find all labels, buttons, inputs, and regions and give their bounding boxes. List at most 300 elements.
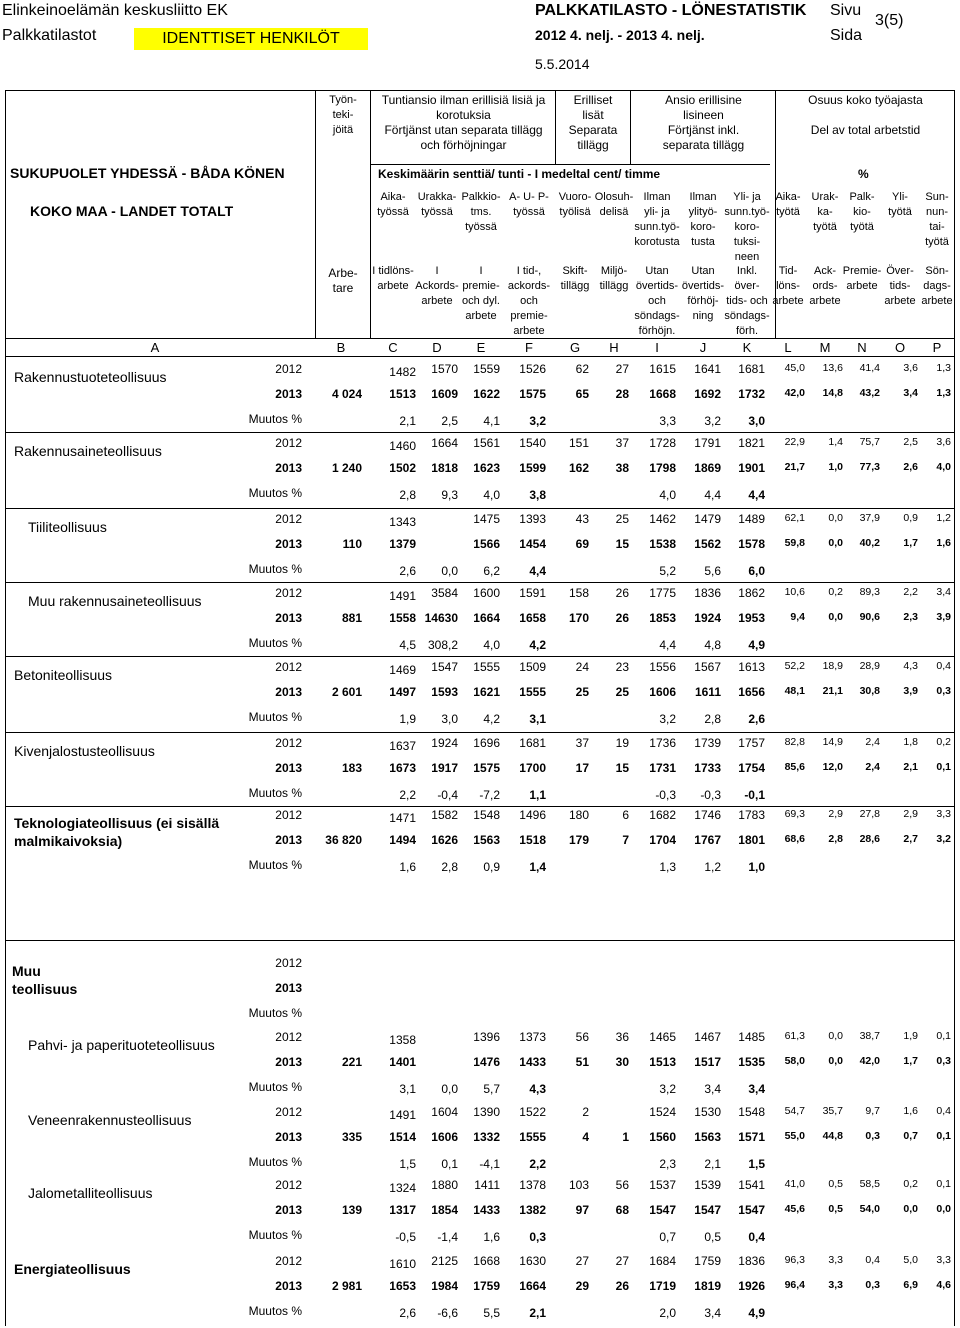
subcol-header-sv: Sön- dags- arbete (921, 265, 953, 307)
year-2012-label: 2012 (275, 808, 302, 822)
data-cell: 4,6 (936, 1279, 951, 1291)
industry-name: Veneenrakennusteollisuus (28, 1112, 192, 1128)
data-cell: 62,1 (784, 512, 805, 524)
data-cell: 1517 (694, 1055, 721, 1069)
subcol-header-fi: Yli- työtä (888, 191, 912, 218)
data-cell: 1622 (473, 387, 500, 401)
data-cell: 1,2 (936, 512, 951, 524)
data-cell: 1783 (738, 808, 765, 822)
data-cell: 13,6 (822, 362, 843, 374)
data-cell: 1,6 (903, 1105, 918, 1117)
change-cell: 4,0 (483, 488, 500, 502)
data-cell: 2,5 (903, 436, 918, 448)
data-cell: 1611 (694, 685, 721, 699)
data-cell: 44,8 (822, 1130, 843, 1142)
data-cell: 30 (615, 1055, 629, 1069)
data-cell: 1547 (738, 1203, 765, 1217)
section-rule (5, 656, 955, 657)
column-letter: K (742, 340, 752, 355)
change-cell: 1,9 (399, 712, 416, 726)
data-cell: 7 (622, 833, 629, 847)
data-cell: 59,8 (784, 537, 805, 549)
change-cell: 3,0 (441, 712, 458, 726)
data-cell: 1681 (519, 736, 546, 750)
data-cell: 1613 (738, 660, 765, 674)
change-cell: 0,5 (704, 1230, 721, 1244)
industry-name: Pahvi- ja paperituoteteollisuus (28, 1037, 215, 1053)
subcol-header-fi: Aika- työssä (377, 191, 409, 218)
year-2012-label: 2012 (275, 1030, 302, 1044)
data-cell: 1561 (473, 436, 500, 450)
data-cell: 1739 (694, 736, 721, 750)
column-letter: P (932, 340, 942, 355)
data-cell: 62 (575, 362, 589, 376)
data-cell: 1513 (389, 387, 416, 401)
industry-name: Rakennustuoteteollisuus (14, 369, 167, 385)
data-cell: 1656 (738, 685, 765, 699)
data-cell: 1759 (473, 1279, 500, 1293)
data-cell: 1664 (519, 1279, 546, 1293)
data-cell: 14630 (424, 611, 458, 625)
data-cell: 36 (615, 1030, 629, 1044)
change-cell: 2,6 (399, 564, 416, 578)
data-cell: 29 (575, 1279, 589, 1293)
gender-label: SUKUPUOLET YHDESSÄ - BÅDA KÖNEN (10, 165, 285, 181)
data-cell: 26 (615, 586, 629, 600)
change-cell: 3,1 (529, 712, 546, 726)
data-cell: 1502 (389, 461, 416, 475)
change-cell: 4,4 (748, 488, 765, 502)
data-cell: 0,0 (828, 1055, 843, 1067)
data-cell: 1469 (389, 663, 416, 677)
year-2013-label: 2013 (275, 1203, 302, 1217)
data-cell: 0,1 (936, 1178, 951, 1190)
data-cell: 24 (575, 660, 589, 674)
change-cell: 2,3 (659, 1157, 676, 1171)
data-cell: 1664 (473, 611, 500, 625)
data-cell: 3,2 (936, 833, 951, 845)
column-letter: H (609, 340, 619, 355)
change-cell: 2,2 (399, 788, 416, 802)
data-cell: 1901 (738, 461, 765, 475)
subcol-header-sv: Premie- arbete (842, 265, 882, 292)
change-cell: 6,2 (483, 564, 500, 578)
year-2013-label: 2013 (275, 1055, 302, 1069)
data-cell: 27 (575, 1254, 589, 1268)
subcol-header-sv: I Ackords- arbete (415, 265, 459, 307)
data-cell: 38,7 (859, 1030, 880, 1042)
data-cell: 1953 (738, 611, 765, 625)
data-cell: 54,7 (784, 1105, 805, 1117)
data-cell: 9,7 (865, 1105, 880, 1117)
data-cell: 1924 (431, 736, 458, 750)
change-cell: -4,1 (479, 1157, 500, 1171)
letters-separator (5, 356, 955, 357)
data-cell: 30,8 (859, 685, 880, 697)
data-cell: 3,3 (936, 1254, 951, 1266)
data-cell: 1548 (473, 808, 500, 822)
workers-count: 139 (341, 1203, 362, 1217)
data-cell: 25 (615, 512, 629, 526)
data-cell: 1454 (519, 537, 546, 551)
report-subtitle: Palkkatilastot (2, 27, 97, 44)
year-2012-label: 2012 (275, 1254, 302, 1268)
change-cell: 2,1 (399, 414, 416, 428)
subcol-header-fi: Sun- nun- tai- työtä (925, 191, 949, 248)
data-cell: 1324 (389, 1181, 416, 1195)
data-cell: 52,2 (784, 660, 805, 672)
data-cell: 1668 (473, 1254, 500, 1268)
workers-count: 1 240 (331, 461, 362, 475)
change-cell: 3,2 (529, 414, 546, 428)
data-cell: 1575 (473, 761, 500, 775)
data-cell: 158 (568, 586, 589, 600)
incl-header: Ansio erillisine lisineen Förtjänst inkl. separata tillägg (662, 93, 745, 152)
change-label: Muutos % (248, 1080, 302, 1094)
data-cell: 45,0 (784, 362, 805, 374)
change-cell: -0,5 (395, 1230, 416, 1244)
change-cell: 4,1 (483, 414, 500, 428)
change-cell: -7,2 (479, 788, 500, 802)
data-cell: 56 (615, 1178, 629, 1192)
data-cell: 1854 (431, 1203, 458, 1217)
column-letter: F (525, 340, 533, 355)
change-cell: 2,1 (529, 1306, 546, 1320)
col-divider (315, 90, 316, 338)
data-cell: 3,3 (828, 1279, 843, 1291)
change-cell: 1,5 (748, 1157, 765, 1171)
change-cell: 4,4 (659, 638, 676, 652)
change-cell: 5,6 (704, 564, 721, 578)
data-cell: 15 (615, 761, 629, 775)
industry-name: Betoniteollisuus (14, 667, 113, 683)
data-cell: 48,1 (784, 685, 805, 697)
subcol-header-fi: Ilman ylityö- koro- tusta (688, 191, 718, 248)
data-cell: 14,9 (822, 736, 843, 748)
data-cell: 1390 (473, 1105, 500, 1119)
data-cell: 2,6 (903, 461, 918, 473)
data-cell: 1433 (519, 1055, 546, 1069)
data-cell: 1,4 (828, 436, 843, 448)
year-2012-label: 2012 (275, 436, 302, 450)
data-cell: 42,0 (784, 387, 805, 399)
data-cell: 23 (615, 660, 629, 674)
column-letter: B (336, 340, 346, 355)
data-cell: 1869 (694, 461, 721, 475)
data-cell: 0,4 (936, 660, 951, 672)
data-cell: 3,9 (936, 611, 951, 623)
change-label: Muutos % (248, 1155, 302, 1169)
data-cell: 1559 (473, 362, 500, 376)
data-cell: 14,8 (822, 387, 843, 399)
change-cell: 1,0 (748, 860, 765, 874)
data-cell: 1491 (389, 1108, 416, 1122)
data-cell: 61,3 (784, 1030, 805, 1042)
data-cell: 1567 (694, 660, 721, 674)
data-cell: 1731 (649, 761, 676, 775)
data-cell: 0,1 (936, 1030, 951, 1042)
data-cell: 1526 (519, 362, 546, 376)
workers-count: 881 (341, 611, 362, 625)
data-cell: 162 (568, 461, 589, 475)
data-cell: 2,4 (865, 761, 880, 773)
data-cell: 1343 (389, 515, 416, 529)
change-cell: 0,4 (748, 1230, 765, 1244)
data-cell: 27 (615, 1254, 629, 1268)
data-cell: 1570 (431, 362, 458, 376)
year-2013-label: 2013 (275, 981, 302, 995)
change-cell: 3,2 (704, 414, 721, 428)
change-cell: 5,7 (483, 1082, 500, 1096)
data-cell: 1479 (694, 512, 721, 526)
change-cell: 0,0 (441, 1082, 458, 1096)
industry-name: Teknologiateollisuus (ei sisällä malmikaivoksia) (14, 815, 220, 849)
data-cell: 1,7 (903, 537, 918, 549)
data-cell: 1476 (473, 1055, 500, 1069)
data-cell: 151 (568, 436, 589, 450)
data-cell: 1485 (738, 1030, 765, 1044)
data-cell: 58,5 (859, 1178, 880, 1190)
change-cell: 2,5 (441, 414, 458, 428)
workers-count: 183 (341, 761, 362, 775)
section-rule (5, 940, 955, 941)
year-2013-label: 2013 (275, 1279, 302, 1293)
data-cell: 1467 (694, 1030, 721, 1044)
subcol-header-sv: Inkl. över- tids- och söndags- förh. (724, 265, 770, 337)
change-cell: 1,2 (704, 860, 721, 874)
change-cell: 0,0 (441, 564, 458, 578)
section-rule (5, 432, 955, 433)
subcol-header-sv: I tidlöns- arbete (372, 265, 414, 292)
data-cell: 35,7 (822, 1105, 843, 1117)
data-cell: 1880 (431, 1178, 458, 1192)
data-cell: 1,3 (936, 362, 951, 374)
data-cell: 1378 (519, 1178, 546, 1192)
data-cell: 1658 (519, 611, 546, 625)
change-label: Muutos % (248, 486, 302, 500)
data-cell: 2,9 (903, 808, 918, 820)
change-cell: 2,1 (704, 1157, 721, 1171)
column-letter: J (699, 340, 707, 355)
change-cell: 4,8 (704, 638, 721, 652)
data-cell: 1465 (649, 1030, 676, 1044)
data-cell: 0,1 (936, 1130, 951, 1142)
data-cell: 27,8 (859, 808, 880, 820)
data-cell: 26 (615, 1279, 629, 1293)
data-cell: 1924 (694, 611, 721, 625)
subcol-header-sv: Över- tids- arbete (884, 265, 916, 307)
data-cell: 27 (615, 362, 629, 376)
data-cell: 1692 (694, 387, 721, 401)
change-cell: 4,0 (659, 488, 676, 502)
data-cell: 37,9 (859, 512, 880, 524)
data-cell: 1563 (694, 1130, 721, 1144)
section-rule (5, 508, 955, 509)
change-label: Muutos % (248, 562, 302, 576)
data-cell: 1637 (389, 739, 416, 753)
subcol-header-sv: Skift- tillägg (560, 265, 590, 292)
change-cell: 0,7 (659, 1230, 676, 1244)
data-cell: 1819 (694, 1279, 721, 1293)
org-name: Elinkeinoelämän keskusliitto EK (2, 2, 228, 19)
year-2013-label: 2013 (275, 461, 302, 475)
data-cell: 4,3 (903, 660, 918, 672)
report-period: 2012 4. nelj. - 2013 4. nelj. (535, 27, 705, 43)
year-2013-label: 2013 (275, 1130, 302, 1144)
data-cell: 1653 (389, 1279, 416, 1293)
change-cell: 4,2 (483, 712, 500, 726)
data-cell: 37 (615, 436, 629, 450)
data-cell: 96,3 (784, 1254, 805, 1266)
data-cell: 1379 (389, 537, 416, 551)
data-cell: 1767 (694, 833, 721, 847)
workers-count: 2 981 (331, 1279, 362, 1293)
data-cell: 1736 (649, 736, 676, 750)
data-cell: 1317 (389, 1203, 416, 1217)
data-cell: 1514 (389, 1130, 416, 1144)
change-cell: 2,8 (441, 860, 458, 874)
data-cell: 40,2 (859, 537, 880, 549)
data-cell: 68,6 (784, 833, 805, 845)
data-cell: 25 (615, 685, 629, 699)
change-cell: 3,4 (748, 1082, 765, 1096)
data-cell: 1537 (649, 1178, 676, 1192)
change-cell: 3,4 (704, 1082, 721, 1096)
year-2013-label: 2013 (275, 537, 302, 551)
change-cell: 1,3 (659, 860, 676, 874)
avg-label-rule (370, 164, 770, 165)
data-cell: 1522 (519, 1105, 546, 1119)
data-cell: 21,7 (784, 461, 805, 473)
industry-name: Muu rakennusaineteollisuus (28, 593, 202, 609)
industry-name: Rakennusaineteollisuus (14, 443, 162, 459)
data-cell: 75,7 (859, 436, 880, 448)
workers-count: 36 820 (325, 833, 362, 847)
data-cell: 1615 (649, 362, 676, 376)
data-cell: 1556 (649, 660, 676, 674)
data-cell: 1606 (649, 685, 676, 699)
data-cell: 41,0 (784, 1178, 805, 1190)
change-cell: 3,4 (704, 1306, 721, 1320)
data-cell: 3,3 (936, 808, 951, 820)
workers-count: 335 (341, 1130, 362, 1144)
muu-teollisuus-name: Muu teollisuus (12, 963, 78, 997)
workers-header-fi: Työn- teki- jöitä (329, 94, 357, 136)
data-cell: 2125 (431, 1254, 458, 1268)
data-cell: 68 (615, 1203, 629, 1217)
data-cell: 1704 (649, 833, 676, 847)
data-cell: 0,3 (865, 1130, 880, 1142)
data-cell: 1358 (389, 1033, 416, 1047)
data-cell: 0,2 (828, 586, 843, 598)
data-cell: 15 (615, 537, 629, 551)
data-cell: 56 (575, 1030, 589, 1044)
data-cell: 1555 (473, 660, 500, 674)
change-cell: 2,6 (748, 712, 765, 726)
change-cell: 4,2 (529, 638, 546, 652)
col-divider (555, 90, 556, 164)
change-cell: 3,0 (748, 414, 765, 428)
year-2012-label: 2012 (275, 660, 302, 674)
data-cell: 2,8 (828, 833, 843, 845)
year-2013-label: 2013 (275, 761, 302, 775)
change-cell: -0,3 (655, 788, 676, 802)
data-cell: 1373 (519, 1030, 546, 1044)
data-cell: 1818 (431, 461, 458, 475)
data-cell: 0,2 (936, 736, 951, 748)
data-cell: 1411 (474, 1178, 500, 1192)
change-cell: 0,3 (529, 1230, 546, 1244)
data-cell: 26 (615, 611, 629, 625)
data-cell: 1801 (738, 833, 765, 847)
data-cell: 0,0 (828, 537, 843, 549)
change-cell: 2,8 (399, 488, 416, 502)
report-title: PALKKATILASTO - LÖNESTATISTIK (535, 2, 807, 19)
change-cell: 4,4 (704, 488, 721, 502)
year-2013-label: 2013 (275, 685, 302, 699)
change-cell: 3,2 (659, 1082, 676, 1096)
data-cell: 0,4 (936, 1105, 951, 1117)
data-cell: 12,0 (822, 761, 843, 773)
page-label-fi: Sivu (830, 2, 862, 19)
data-cell: 2,7 (903, 833, 918, 845)
data-cell: 21,1 (822, 685, 843, 697)
data-cell: 1836 (694, 586, 721, 600)
data-cell: 1623 (473, 461, 500, 475)
change-cell: 4,0 (483, 638, 500, 652)
data-cell: 1621 (473, 685, 500, 699)
change-cell: 6,0 (748, 564, 765, 578)
data-cell: 2,3 (903, 611, 918, 623)
workers-count: 4 024 (331, 387, 362, 401)
data-cell: 3,6 (936, 436, 951, 448)
data-cell: 9,4 (790, 611, 805, 623)
data-cell: 1673 (389, 761, 416, 775)
data-cell: 1821 (738, 436, 765, 450)
change-cell: 2,6 (399, 1306, 416, 1320)
change-cell: 1,1 (529, 788, 546, 802)
data-cell: 3,3 (828, 1254, 843, 1266)
data-cell: 0,0 (828, 1030, 843, 1042)
change-cell: -0,4 (437, 788, 458, 802)
year-2012-label: 2012 (275, 512, 302, 526)
data-cell: 3584 (431, 586, 458, 600)
change-cell: 1,6 (399, 860, 416, 874)
data-cell: 65 (575, 387, 589, 401)
data-cell: 1668 (649, 387, 676, 401)
data-cell: 22,9 (784, 436, 805, 448)
change-cell: 0,1 (441, 1157, 458, 1171)
column-letter: I (655, 340, 659, 355)
workers-header-sv: Arbe- tare (328, 266, 358, 295)
change-cell: 4,3 (529, 1082, 546, 1096)
data-cell: 2,2 (903, 586, 918, 598)
data-cell: 1518 (519, 833, 546, 847)
data-cell: 82,8 (784, 736, 805, 748)
column-letter: N (857, 340, 867, 355)
data-cell: 10,6 (784, 586, 805, 598)
data-cell: 96,4 (784, 1279, 805, 1291)
data-cell: 90,6 (859, 611, 880, 623)
data-cell: 3,4 (903, 387, 918, 399)
data-cell: 1626 (431, 833, 458, 847)
data-cell: 1332 (473, 1130, 500, 1144)
data-cell: 6,9 (903, 1279, 918, 1291)
section-rule (5, 732, 955, 733)
change-cell: 3,1 (399, 1082, 416, 1096)
data-cell: 43 (575, 512, 589, 526)
data-cell: 0,5 (828, 1203, 843, 1215)
